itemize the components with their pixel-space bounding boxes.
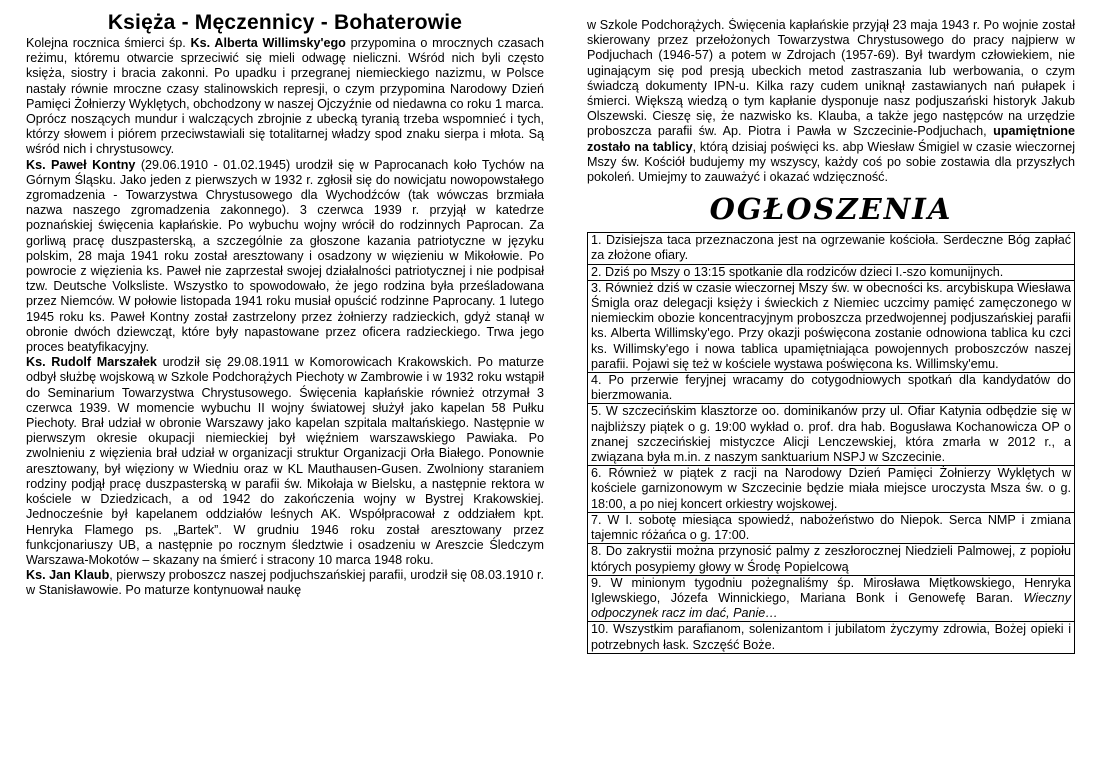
klaub-cont-text-end: , którą dzisiaj poświęci ks. abp Wiesław Śmigiel w czasie wieczornej Mszy św. Kościół budujemy my wszyscy, każdy coś po sobie zostawia dla przyszłych pokoleń. Umiejmy to zauważyć i okazać wdzięczność.	[587, 139, 1075, 185]
intro-text-cont: przypomina o mrocznych czasach reżimu, któremu otwarcie sprzeciwić się mieli odwagę nieliczni. Wśród nich byli często księża, siostry i bracia zakonni. Po upadku i przegranej niemieckiego nazizmu, w Polsce nastały równie mroczne czasy stalinowskich represji, o czym przypomina Narodowy Dzień Pamięci Żołnierzy Wyklętych, obchodzony w naszej Ojczyźnie od niedawna co roku 1 marca. Oprócz noszących mundur i walczących zbrojnie z ubecką tyranią trzeba wspomnieć i tych, którzy słowem i piórem przeciwstawiali się totalitarnej władzy spod znaku sierpa i młota. Są wśród nich i chrystusowcy.	[26, 36, 544, 157]
announcement-item: 1. Dzisiejsza taca przeznaczona jest na ogrzewanie kościoła. Serdeczne Bóg zapłać za złożone ofiary.	[587, 232, 1075, 264]
klaub-paragraph	[26, 568, 544, 598]
kontny-name: Ks. Paweł Kontny	[26, 157, 136, 172]
kontny-text: (29.06.1910 - 01.02.1945) urodził się w Paprocanach koło Tychów na Górnym Śląsku. Jako jeden z pierwszych w 1932 r. zgłosił się do nowicjatu nowopowstałego zgromadzenia - Towarzystwa Chrystusowego dla Wychodźców (tak wówczas brzmiała nazwa naszego zgromadzenia zakonnego). 3 czerwca 1939 r. przyjął w katedrze poznańskiej święcenia kapłańskie. Po wybuchu wojny wrócił do rodzinnych Paprocan. Za gorliwą pracę duszpasterską, a szczególnie za głoszone kazania patriotyczne w języku polskim, 28 maja 1941 roku został aresztowany i osadzony w więzieniu w Mikołowie. Po powrocie z więzienia ks. Paweł nie zaprzestał swojej działalności patriotycznej i nie podpisał tzw. Deutsche Volksliste. Wszystko to spowodowało, że jego rodzina była prześladowana przez Niemców. W połowie listopada 1941 roku musiał opuścić rodzinne Paprocany. 1 lutego 1945 roku ks. Paweł Kontny został zastrzelony przez żołnierzy radzieckich, gdyż stanął w obronie dwóch dziewcząt, które były napastowane przez oficera radzieckiego. Trwa jego proces beatyfikacyjny.	[26, 157, 544, 355]
intro-paragraph	[26, 36, 544, 158]
marszalek-paragraph	[26, 355, 544, 568]
announcement-9-prayer: Wieczny odpoczynek racz im dać, Panie…	[591, 590, 1071, 621]
klaub-text: , pierwszy proboszcz naszej podjuchszańskiej parafii, urodził się 08.03.1910 r. w Stanisławowie. Po maturze kontynuował naukę	[26, 568, 544, 598]
intro-text: Kolejna rocznica śmierci śp.	[26, 36, 191, 50]
klaub-continuation	[587, 18, 1075, 185]
announcement-item: 5. W szczecińskim klasztorze oo. dominikanów przy ul. Ofiar Katynia odbędzie się w najbliższy piątek o g. 19:00 wykład o. prof. dra hab. Bogusława Kochanowicza OP o znanej szczecińskiej mistyczce Alicji Lenczewskiej, która zmarła w 2012 r., a związana była m.in. z naszym sanktuarium NSPJ w Szczecinie.	[587, 403, 1075, 466]
right-column	[587, 18, 1075, 772]
announcements-heading: OGŁOSZENIA	[709, 192, 953, 227]
intro-name: Ks. Alberta Willimsky'ego	[190, 36, 346, 50]
announcement-item: 8. Do zakrystii można przynosić palmy z zeszłorocznej Niedzieli Palmowej, z popiołu których posypiemy głowy w Środę Popielcową	[587, 543, 1075, 575]
announcement-item: 2. Dziś po Mszy o 13:15 spotkanie dla rodziców dzieci I.-szo komunijnych.	[587, 264, 1075, 281]
announcement-item: 3. Również dziś w czasie wieczornej Mszy św. w obecności ks. arcybiskupa Wiesława Śmigla oraz delegacji księży i świeckich z Niemiec uczcimy pamięć zamęczonego w niemieckim obozie koncentracyjnym proboszcza przedwojennej podjuszańskiej parafii ks. Alberta Willimsky'ego. Przy okazji poświęcona zostanie odnowiona tablica ku czci ks. Willimsky'ego i nowa tablica upamiętniająca powojennych proboszczów naszej parafii. Pojawi się też w kościele wystawa poświęcona ks. Willimsky'emu.	[587, 280, 1075, 373]
announcement-item: 10. Wszystkim parafianom, solenizantom i jubilatom życzymy zdrowia, Bożej opieki i potrzebnych łask. Szczęść Boże.	[587, 621, 1075, 653]
announcement-item: 7. W I. sobotę miesiąca spowiedź, nabożeństwo do Niepok. Serca NMP i zmiana tajemnic różańca o g. 17:00.	[587, 512, 1075, 544]
announcements-list	[587, 232, 1075, 653]
plaque-highlight: upamiętnione zostało na tablicy	[587, 124, 1075, 154]
marszalek-name: Ks. Rudolf Marszałek	[26, 355, 157, 370]
announcement-item	[587, 575, 1075, 623]
marszalek-text: urodził się 29.08.1911 w Komorowicach Krakowskich. Po maturze odbył służbę wojskową w Szkole Podchorążych Piechoty w Zambrowie i w 1932 roku wstąpił do Seminarium Towarzystwa Chrystusowego. Święcenia kapłańskie również otrzymał 3 czerwca 1939. W momencie wybuchu II wojny światowej służył jako kapelan 58 Pułku Piechoty. Brał udział w obronie Warszawy jako kapelan szpitala maltańskiego. Następnie w pierwszym okresie okupacji niemieckiej był więźniem warszawskiego Pawiaka. Po zwolnieniu z więzienia brał udział w organizacji struktur Organizacji Orła Białego. Ponownie aresztowany, był więziony w Wiedniu oraz w KL Mauthausen-Gusen. Zwolniony staraniem rodziny podjął pracę duszpasterską w parafii św. Mikołaja w Bielsku, a następnie rektora w kościele w Dziedzicach, a od 1942 do zakończenia wojny w Bystrej Krakowskiej. Jednocześnie był kapelanem oddziałów leśnych AK. Współpracował z oddziałem kpt. Henryka Flamego ps. „Bartek”. W grudniu 1946 roku został aresztowany przez funkcjonariuszy UB, a następnie po rocznym śledztwie i osadzeniu w Areszcie Śledczym Warszawa-Mokotów – skazany na śmierć i stracony 10 marca 1948 roku.	[26, 355, 544, 567]
announcement-9-text: 9. W minionym tygodniu pożegnaliśmy śp. Mirosława Miętkowskiego, Henryka Iglewskiego, Józefa Winnickiego, Mariana Bonk i Genowefę Baran.	[591, 575, 1071, 605]
left-column	[26, 10, 544, 772]
article-title: Księża - Męczennicy - Bohaterowie	[107, 11, 463, 34]
announcement-item: 4. Po przerwie feryjnej wracamy do cotygodniowych spotkań dla kandydatów do bierzmowania.	[587, 372, 1075, 404]
klaub-name: Ks. Jan Klaub	[26, 568, 110, 583]
klaub-cont-text: w Szkole Podchorążych. Święcenia kapłańskie przyjął 23 maja 1943 r. Po wojnie został skierowany przez przełożonych Towarzystwa Chrystusowego do pracy najpierw w Podjuchach (1946-57) a potem w Zdrojach (1957-69). Był twardym człowiekiem, nie uginającym się pod presją ubeckich metod zastraszania lub werbowania, o czym świadczą dokumenty IPN-u. Kilka razy cudem uniknął zastawianych nań pułapek i śmierci. Większą wiedzą o tym kapłanie dysponuje nasz podjuszański historyk Jakub Olszewski. Cieszę się, że nazwisko ks. Klauba, a także jego następców na urzędzie proboszcza parafii św. Ap. Piotra i Pawła w Szczecinie-Podjuchach,	[587, 18, 1075, 139]
announcement-item: 6. Również w piątek z racji na Narodowy Dzień Pamięci Żołnierzy Wyklętych w kościele garnizonowym w Szczecinie będzie miała miejsce uroczysta Msza św. o g. 18:00, a po niej koncert orkiestry wojskowej.	[587, 465, 1075, 513]
kontny-paragraph	[26, 158, 544, 356]
